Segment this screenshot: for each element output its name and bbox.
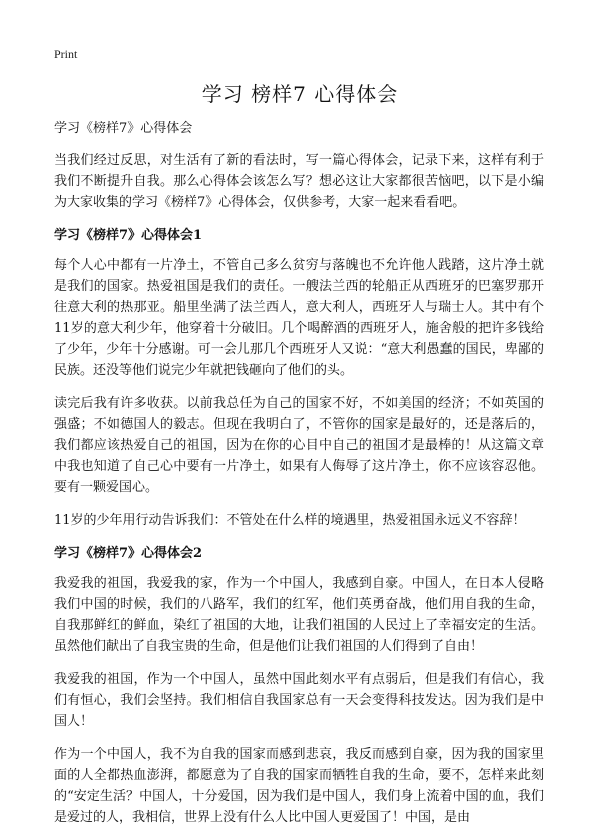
section-heading: 学习《榜样7》心得体会1 [54, 228, 203, 243]
section-paragraph: 11岁的少年用行动告诉我们：不管处在什么样的境遇里，热爱祖国永远义不容辞！ [54, 513, 526, 528]
intro-paragraph: 当我们经过反思，对生活有了新的看法时，写一篇心得体会，记录下来，这样有利于我们不断提升自我。那么心得体会该怎么写？想必这让大家都很苦恼吧，以下是小编为大家收集的学习《榜样7》心得体会，仅供参考，大家一起来看看吧。 [54, 153, 544, 210]
section-paragraph: 我爱我的祖国，我爱我的家，作为一个中国人，我感到自豪。中国人，在日本人侵略我们中国的时候，我们的八路军，我们的红军，他们英勇奋战，他们用自我的生命，自我那鲜红的鲜血，染红了祖国的大地，让我们祖国的人民过上了幸福安定的生活。虽然他们献出了自我宝贵的生命，但是他们让我们祖国的人们得到了自由！ [54, 576, 544, 654]
print-link[interactable]: Print [54, 47, 78, 61]
article-body [54, 118, 544, 840]
section-paragraph: 我爱我的祖国，作为一个中国人，虽然中国此刻水平有点弱后，但是我们有信心，我们有恒心，我们会坚持。我们相信自我国家总有一天会变得科技发达。因为我们是中国人！ [54, 672, 544, 729]
section-paragraph: 读完后我有许多收获。以前我总任为自己的国家不好，不如美国的经济；不如英国的强盛；不如德国人的毅志。但现在我明白了，不管你的国家是最好的，还是落后的，我们都应该热爱自己的祖国，因为在你的心目中自己的祖国才是最棒的！从这篇文章中我也知道了自己心中要有一片净土，如果有人侮辱了这片净土，你不应该容忍他。要有一颗爱国心。 [54, 396, 544, 495]
section-heading: 学习《榜样7》心得体会2 [54, 546, 203, 561]
section-paragraph: 作为一个中国人，我不为自我的国家而感到悲哀，我反而感到自豪，因为我的国家里面的人全都热血澎湃，都愿意为了自我的国家而牺牲自我的生命，要不，怎样来此刻的“安定生活？中国人，十分爱国，因为我们是中国人，我们身上流着中国的血，我们是爱过的人，我相信，世界上没有什么人比中国人更爱国了！中国，是由 [54, 747, 544, 825]
section-paragraph: 每个人心中都有一片净土，不管自己多么贫穷与落魄也不允许他人践踏，这片净土就是我们的国家。热爱祖国是我们的责任。一艘法兰西的轮船正从西班牙的巴塞罗那开往意大利的热那亚。船里坐满了法兰西人，意大利人，西班牙人与瑞士人。其中有个11岁的意大利少年，他穿着十分破旧。几个喝醉酒的西班牙人，施舍般的把许多钱给了少年，少年十分感谢。可一会儿那几个西班牙人又说：“意大利愚蠢的国民，卑鄙的民族。还没等他们说完少年就把钱砸向了他们的头。 [54, 258, 544, 378]
article-subtitle: 学习《榜样7》心得体会 [54, 121, 193, 136]
page-title: 学习 榜样7 心得体会 [201, 82, 399, 106]
